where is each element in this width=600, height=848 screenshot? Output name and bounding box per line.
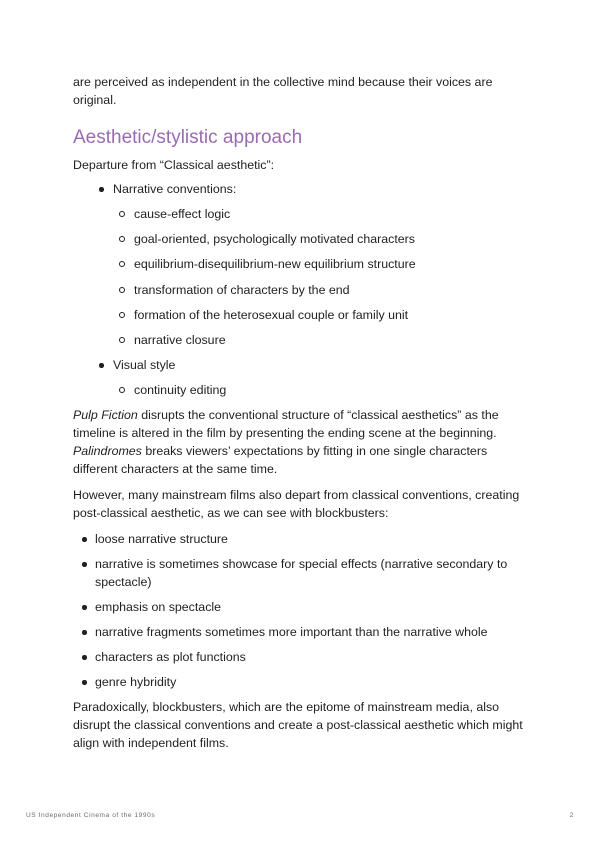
bullet-icon [99,187,104,192]
mainstream-paragraph: However, many mainstream films also depart from classical conventions, creating post-classical aesthetic, as we can see with blockbusters: [73,488,520,521]
sublist-item [113,255,533,273]
list-item-text: narrative is sometimes showcase for special effects (narrative secondary to spectacle) [95,557,508,590]
bullet-icon [82,655,87,660]
footer-title: US Independent Cinema of the 1990s [26,812,156,819]
pulp-fiction-paragraph [73,406,533,478]
list-item-text: loose narrative structure [95,532,228,547]
circle-bullet-icon [119,211,125,217]
list-item [73,623,533,641]
bullet-icon [82,630,87,635]
bullet-icon [99,363,104,368]
document-page [73,73,533,760]
section-subheading: Departure from “Classical aesthetic”: [73,158,275,172]
list-item [73,555,533,591]
list-item-text: narrative fragments sometimes more important than the narrative whole [95,625,488,640]
list-item [73,598,533,616]
list-item [73,530,533,548]
sublist-item-text: transformation of characters by the end [134,282,350,297]
section-heading: Aesthetic/stylistic approach [73,127,303,148]
visual-style-sublist [113,381,533,399]
sublist-item-text: narrative closure [134,332,226,347]
sublist-item [113,230,533,248]
paragraph-text: breaks viewers’ expectations by fitting in one single characters different characters at the same time. [73,444,488,477]
circle-bullet-icon [119,312,125,318]
intro-paragraph: are perceived as independent in the collective mind because their voices are original. [73,75,493,107]
sublist-item [113,306,533,324]
circle-bullet-icon [119,261,125,267]
bullet-icon [82,562,87,567]
list-item-text: genre hybridity [95,675,177,690]
circle-bullet-icon [119,387,125,393]
sublist-item-text: continuity editing [134,383,227,398]
film-title: Palindromes [73,444,142,459]
list-item-visual-style [73,356,533,399]
paragraph-text: disrupts the conventional structure of “classical aesthetics” as the timeline is altered in the film by presenting the ending scene at the beginning. [73,408,499,441]
page-number: 2 [569,812,574,819]
bullet-icon [82,537,87,542]
list-item-narrative-conventions [73,180,533,349]
film-title: Pulp Fiction [73,408,138,423]
bullet-icon [82,605,87,610]
sublist-item-text: goal-oriented, psychologically motivated characters [134,232,415,247]
sublist-item-text: cause-effect logic [134,207,231,221]
bullet-icon [82,680,87,685]
circle-bullet-icon [119,236,125,242]
list-item-label: Visual style [113,358,176,373]
sublist-item-text: equilibrium-disequilibrium-new equilibrium structure [134,257,416,272]
sublist-item [113,281,533,299]
sublist-item [113,331,533,349]
sublist-item [113,381,533,399]
list-item [73,648,533,666]
sublist-item [113,205,533,223]
circle-bullet-icon [119,337,125,343]
list-item [73,673,533,691]
blockbuster-list [73,530,533,691]
list-item-text: characters as plot functions [95,650,246,665]
circle-bullet-icon [119,287,125,293]
conventions-list [73,180,533,399]
page-footer [26,812,574,819]
narrative-conventions-sublist [113,205,533,349]
list-item-text: emphasis on spectacle [95,600,222,615]
sublist-item-text: formation of the heterosexual couple or family unit [134,307,409,322]
paradox-paragraph: Paradoxically, blockbusters, which are the epitome of mainstream media, also disrupt the classical conventions and create a post-classical aesthetic which might align with independent films. [73,700,523,751]
list-item-label: Narrative conventions: [113,182,237,196]
